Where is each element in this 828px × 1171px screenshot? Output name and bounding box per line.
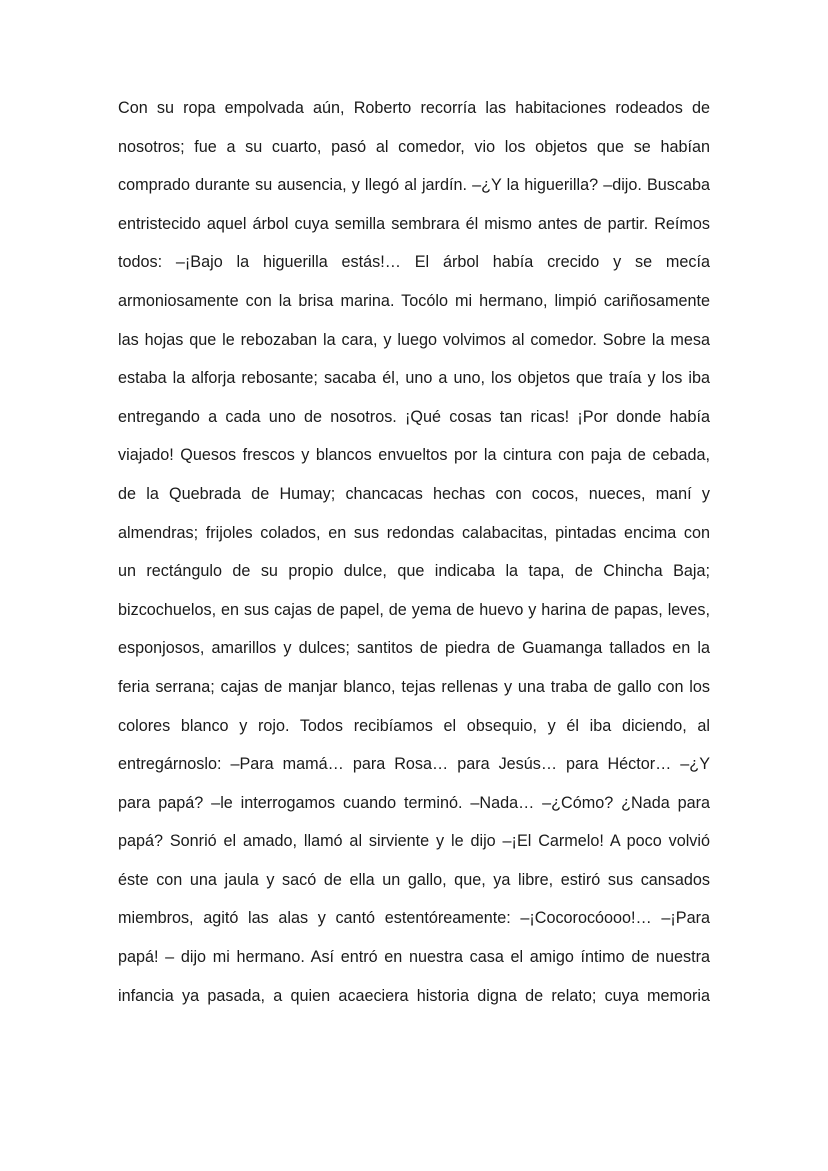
text-line: comprado durante su ausencia, y llegó al jardín. –¿Y la higuerilla? –dijo. Buscaba <box>118 176 710 195</box>
text-line: entregando a cada uno de nosotros. ¡Qué cosas tan ricas! ¡Por donde había <box>118 407 710 426</box>
text-line: éste con una jaula y sacó de ella un gallo, que, ya libre, estiró sus cansados <box>118 870 710 889</box>
text-line: miembros, agitó las alas y cantó estentóreamente: –¡Cocorocóooo!… –¡Para <box>118 909 710 928</box>
text-line: armoniosamente con la brisa marina. Tocólo mi hermano, limpió cariñosamente <box>118 291 710 310</box>
text-line: entregárnoslo: –Para mamá… para Rosa… para Jesús… para Héctor… –¿Y <box>118 755 710 774</box>
text-line: colores blanco y rojo. Todos recibíamos el obsequio, y él iba diciendo, al <box>118 716 710 735</box>
text-line: bizcochuelos, en sus cajas de papel, de yema de huevo y harina de papas, leves, <box>118 600 710 619</box>
text-line: infancia ya pasada, a quien acaeciera historia digna de relato; cuya memoria <box>118 986 710 1005</box>
text-line: las hojas que le rebozaban la cara, y luego volvimos al comedor. Sobre la mesa <box>118 330 710 349</box>
text-line: para papá? –le interrogamos cuando terminó. –Nada… –¿Cómo? ¿Nada para <box>118 793 710 812</box>
text-line: papá! – dijo mi hermano. Así entró en nuestra casa el amigo íntimo de nuestra <box>118 948 710 967</box>
text-line: feria serrana; cajas de manjar blanco, tejas rellenas y una traba de gallo con los <box>118 677 710 696</box>
text-line: todos: –¡Bajo la higuerilla estás!… El árbol había crecido y se mecía <box>118 253 710 272</box>
text-line: Con su ropa empolvada aún, Roberto recorría las habitaciones rodeados de <box>118 99 710 117</box>
text-line: almendras; frijoles colados, en sus redondas calabacitas, pintadas encima con <box>118 523 710 542</box>
text-line: nosotros; fue a su cuarto, pasó al comedor, vio los objetos que se habían <box>118 137 710 156</box>
text-line: entristecido aquel árbol cuya semilla sembrara él mismo antes de partir. Reímos <box>118 214 710 233</box>
text-line: estaba la alforja rebosante; sacaba él, uno a uno, los objetos que traía y los iba <box>118 369 710 388</box>
text-line: un rectángulo de su propio dulce, que indicaba la tapa, de Chincha Baja; <box>118 562 710 581</box>
text-line: de la Quebrada de Humay; chancacas hechas con cocos, nueces, maní y <box>118 484 710 503</box>
text-line: esponjosos, amarillos y dulces; santitos de piedra de Guamanga tallados en la <box>118 639 710 658</box>
text-line: papá? Sonrió el amado, llamó al sirviente y le dijo –¡El Carmelo! A poco volvió <box>118 832 710 851</box>
body-paragraph <box>118 93 710 1019</box>
text-line: viajado! Quesos frescos y blancos envueltos por la cintura con paja de cebada, <box>118 446 710 465</box>
